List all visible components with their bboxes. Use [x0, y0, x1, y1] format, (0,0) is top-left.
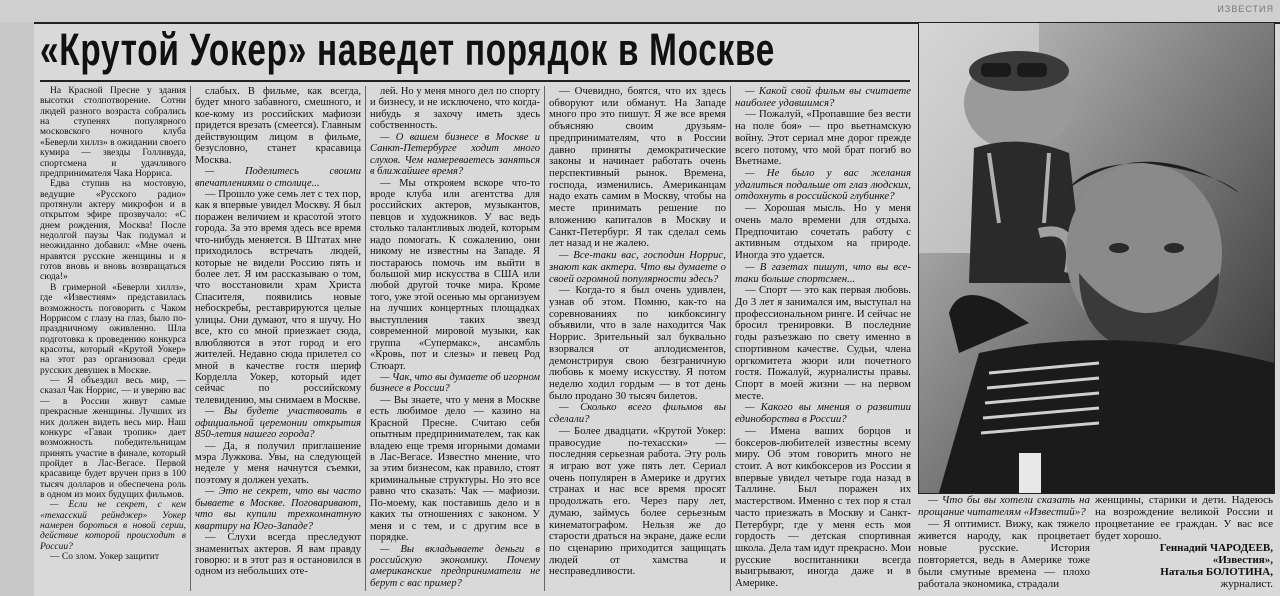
left-edge-fragment [0, 22, 34, 596]
article-column-4 [549, 86, 726, 578]
article-column-3 [370, 86, 540, 589]
article-headline: «Крутой Уокер» наведет порядок в Москве [40, 24, 775, 75]
article-paragraph: — Хорошая мысль. Но у меня очень мало времени для отдыха. Предпочитаю сочетать работу с активным отдыхом на природе. Иногда это удается. [735, 202, 911, 262]
article-column-5 [735, 86, 911, 590]
article-paragraph: — Со злом. Уокер защитит [50, 552, 160, 563]
photo-illustration [919, 23, 1274, 493]
interview-question: — О вашем бизнесе в Москве и Санкт-Петербурге ходит много слухов. Чем намереваетесь заняться в ближайшее время? [370, 131, 540, 178]
article-column-1 [40, 86, 186, 563]
article-paragraph: — Вы знаете, что у меня в Москве есть любимое дело — казино на Красной Пресне. Считаю себя опытным предпринимателем, так как владею еще тремя игорными домами в Лас-Вегасе. Известно мнение, что за этим бизнесом, как правило, стоят криминальные структуры. Но это все равно что сказать: Чак — мафиози. По-моему, как поставишь дело и в каких ты отношениях с законом. У меня и с тем, и с другим все в порядке. [370, 394, 540, 544]
article-paragraph: На Красной Пресне у здания высотки столпотворение. Сотни людей разного возраста собрались на ступенях популярного московского ночного клуба «Беверли хиллз» в ожидании своего кумира — звезды Голливуда, спортсмена и удачливого предпринимателя Чака Норриса. [40, 86, 186, 179]
article-photo [918, 22, 1275, 494]
interview-question: — В газетах пишут, что вы все-таки больше спортсмен... [735, 260, 911, 285]
article-paragraph: — Очевидно, боятся, что их здесь обворуют или обманут. На Западе много про это пишут. Я же все время объясняю своим друзьям-предпринимателям, что в России давно приняты демократические законы и начинает работать очень перспективный рынок. Времена, господа, изменились. Американцам надо ехать самим в Москву, чтобы на месте принимать решение по вложению капиталов в Москву и Санкт-Петербург. Я так сделал семь лет назад и не жалею. [549, 85, 726, 250]
article-paragraph: — Спорт — это как первая любовь. До 3 лет я занимался им, выступал на профессиональном ринге. И сейчас не бросил тренировки. В последние годы разъезжаю по свету именно в спортивном качестве. Судьи, члена оргкомитета жюри или почетного гостя. Пожалуй, журналисты правы. Спорт в моей жизни — на первом месте. [735, 284, 911, 402]
interview-question: — Чак, что вы думаете об игорном бизнесе в России? [370, 371, 540, 395]
interview-question: — Это не секрет, что вы часто бываете в Москве. Поговаривают, что вы купили трехкомнатную квартиру на Юго-Западе? [195, 486, 361, 532]
article-paragraph: В гримерной «Беверли хиллз», где «Известиям» представилась возможность поговорить с Чаком Норрисом с глазу на глаз, было по-праздничному оживленно. Шла подготовка к проведению конкурса красоты, который «Крутой Уокер» на этот раз организовал среди русских девушек в Москве. [40, 282, 186, 376]
column-divider [190, 86, 191, 591]
interview-question: — Не было у вас желания удалиться подальше от глаз людских, отдохнуть в российской глубинке? [735, 167, 911, 203]
article-paragraph: — Имена ваших борцов и боксеров-любителей известны всему миру. Об этом говорить много не стоит. А вот кикбоксеров из России я впервые увидел четыре года назад в Таллине. Был поражен их мастерством. Именно с тех пор я стал часто приезжать в Москву и Санкт-Петербург, где у меня есть моя гордость — детская спортивная школа. Дела там идут прекрасно. Мои русские воспитанники всегда выигрывают, иногда даже и в Америке. [735, 424, 911, 590]
article-paragraph: — Я оптимист. Вижу, как тяжело живется народу, как процветает новые русские. История повторяется, ведь в Америке тоже были смутные времена — плохо работала экономика, страдали [918, 518, 1090, 591]
interview-question: — Вы будете участвовать в официальной церемонии открытия 850-летия нашего города? [195, 406, 361, 441]
article-paragraph: — Слухи всегда преследуют знаменитых актеров. Я вам правду говорю: и в этот раз я остановился в одном из небольших оте- [195, 532, 361, 578]
article-paragraph: — Я объездил весь мир, — сказал Чак Норрис, — и уверяю вас — в России живут самые прекрасные женщины. Лучших из них должен видеть весь мир. Наш конкурс «Гаваи тропик» дает возможность победительницам принять участие в финале, который пройдет в Лас-Вегасе. Первой красавице будет вручен приз в 100 тысяч долларов и обеспечена роль в одном из моих будущих фильмов. [40, 376, 186, 501]
author-name-1: Геннадий ЧАРОДЕЕВ, [1159, 542, 1273, 555]
author-org-2: журналист. [1220, 578, 1273, 591]
column-divider [544, 86, 545, 591]
article-paragraph: — Да, я получил приглашение мэра Лужкова. Увы, на следующей неделе у меня начнутся съемки, поэтому я должен уехать. [195, 440, 361, 486]
article-paragraph: лей. Но у меня много дел по спорту и бизнесу, и не исключено, что когда-нибудь я захочу иметь здесь собственность. [370, 86, 540, 132]
article-paragraph: — Более двадцати. «Крутой Уокер: правосудие по-техасски» — последняя серьезная работа. Эту роль я играю вот уже пять лет. Сериал очень популярен в Америке и других странах и нас все время просят продолжать его. Через пару лет, думаю, займусь более серьезным кинематографом. Нельзя же до старости драться на экране, даже если по сценарию приходится защищать людей от хамства и несправедливости. [549, 424, 726, 578]
closing-column [1095, 494, 1273, 590]
author-org-1: «Известия», [1212, 554, 1273, 567]
article-column-2 [195, 86, 361, 578]
interview-question: — Сколько всего фильмов вы сделали? [549, 401, 726, 426]
interview-question: — Какой свой фильм вы считаете наиболее удавшимся? [735, 85, 911, 109]
interview-question: — Что бы вы хотели сказать на прощание читателям «Известий»? [918, 494, 1090, 519]
column-divider [730, 86, 731, 591]
interview-question: — Вы вкладываете деньги в российскую экономику. Почему американские предприниматели не берут с вас пример? [370, 543, 540, 589]
interview-question: — Если не секрет, с кем «техасский рейнджер» Уокер намерен бороться в новой серии, действие которой происходит в России? [40, 500, 186, 552]
photo-caption-column [918, 494, 1090, 590]
author-name-2: Наталья БОЛОТИНА, [1160, 566, 1273, 579]
article-paragraph: — Пожалуй, «Пропавшие без вести на поле боя» — про вьетнамскую войну. Этот сериал мне дорог прежде всего потому, что мой брат погиб во Вьетнаме. [735, 108, 911, 168]
headline-rule [40, 80, 910, 82]
closing-text: женщины, старики и дети. Надеюсь на возрождение великой России и процветание ее граждан. У вас все будет хорошо. [1095, 494, 1273, 543]
interview-question: — Все-таки вас, господин Норрис, знают как актера. Что вы думаете о своей огромной популярности здесь? [549, 249, 726, 285]
article-paragraph: — Мы открояем вскоре что-то вроде клуба или агентства для российских актеров, музыкантов, певцов и художников. У вас ведь столько талантливых людей, которым надо помогать. К сожалению, они никому не известны на Западе. Я постараюсь помочь им выйти в большой мир искусства в США или любой другой точке мира. Кроме того, уже этой осенью мы организуем на лучших концертных площадках выступления таких звезд современной мировой музыки, как группа «Супермакс», ансамбль «Кровь, пот и слезы» и певец Род Стюарт. [370, 177, 540, 372]
article-paragraph: — Когда-то я был очень удивлен, узнав об этом. Помню, как-то на соревнованиях по кикбоксингу объявили, что в зале находится Чак Норрис. Зрительный зал буквально взорвался от аплодисментов, демонстрируя свою безграничную любовь к моему искусству. Я потом неделю ходил гордым — в тот день было продано 30 тысяч билетов. [549, 284, 726, 402]
top-strip-text: ИЗВЕСТИЯ [1217, 4, 1274, 14]
interview-question: — Какого вы мнения о развитии единоборства в России? [735, 401, 911, 426]
top-strip [0, 0, 1280, 24]
article-paragraph: — Прошло уже семь лет с тех пор, как я впервые увидел Москву. Я был поражен величием и красотой этого города. За это время здесь все время что-нибудь меняется. В Штатах мне приходилось встречать людей, которые не видели Россию пять и более лет. Я им рассказываю о том, что восстановили храм Христа Спасителя, появились новые небоскребы, реставрируются целые улицы. Они думают, что я шучу. Но все, кто со мной приезжает сюда, влюбляются в этот город и его жителей. Недавно сюда прилетел со мной в качестве гостя шериф Корделла Уокер, который идет сейчас по российскому телевидению, мы снимаем в Москве. [195, 188, 361, 406]
column-divider [365, 86, 366, 591]
interview-question: — Поделитесь своими впечатлениями о столице... [195, 166, 361, 189]
article-paragraph: Едва ступив на мостовую, ведущие «Русского радио» протянули актеру микрофон и в открытом эфире прозвучало: «С днем рождения, Москва! После недолгой паузы Чак подумал и неожиданно добавил: «Мне очень нравятся русские женщины и я готов вновь и вновь возвращаться сюда!» [40, 179, 186, 283]
article-paragraph: слабых. В фильме, как всегда, будет много забавного, смешного, и кое-кому из российских мафиози придется врезать (смеется). Главным действующим лицом в фильме, безусловно, станет красавица Москва. [195, 86, 361, 166]
